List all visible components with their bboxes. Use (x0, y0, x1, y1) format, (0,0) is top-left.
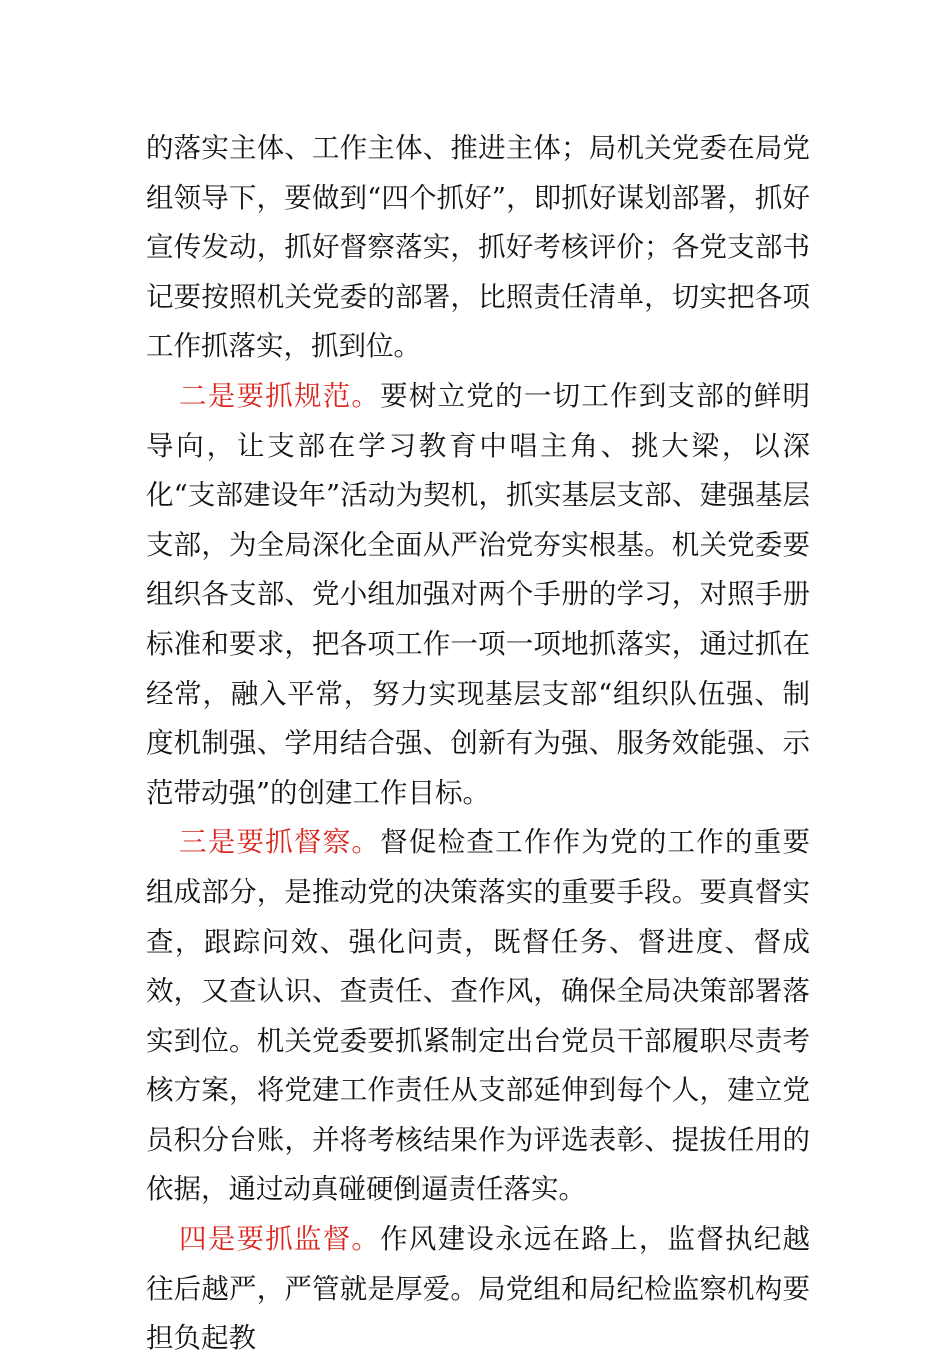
paragraph-heading: 二是要抓规范。 (179, 379, 381, 412)
paragraph-text: 作风建设永远在路上，监督执纪越往后越严，严管就是厚爱。局党组和局纪检监察机构要担负起教 (146, 1223, 811, 1355)
paragraph-standardize (146, 372, 810, 818)
paragraph-text: 要树立党的一切工作到支部的鲜明导向，让支部在学习教育中唱主角、挑大梁，以深化“支部建设年”活动为契机，抓实基层支部、建强基层支部，为全局深化全面从严治党夯实根基。机关党委要组织各支部、党小组加强对两个手册的学习，对照手册标准和要求，把各项工作一项一项地抓落实，通过抓在经常，融入平常，努力实现基层支部“组织队伍强、制度机制强、学用结合强、创新有为强、服务效能强、示范带动强”的创建工作目标。 (146, 379, 811, 809)
paragraph-text: 的落实主体、工作主体、推进主体；局机关党委在局党组领导下，要做到“四个抓好”，即抓好谋划部署，抓好宣传发动，抓好督察落实，抓好考核评价；各党支部书记要按照机关党委的部署，比照责任清单，切实把各项工作抓落实，抓到位。 (146, 132, 810, 363)
paragraph-heading: 四是要抓监督。 (179, 1223, 381, 1256)
paragraph-heading: 三是要抓督察。 (179, 826, 381, 859)
paragraph-continuation (146, 124, 810, 372)
paragraph-text: 督促检查工作作为党的工作的重要组成部分，是推动党的决策落实的重要手段。要真督实查，跟踪问效、强化问责，既督任务、督进度、督成效，又查认识、查责任、查作风，确保全局决策部署落实到位。机关党委要抓紧制定出台党员干部履职尽责考核方案，将党建工作责任从支部延伸到每个人，建立党员积分台账，并将考核结果作为评选表彰、提拔任用的依据，通过动真碰硬倒逼责任落实。 (146, 826, 811, 1206)
paragraph-supervision (146, 1215, 810, 1364)
paragraph-inspection (146, 818, 810, 1215)
